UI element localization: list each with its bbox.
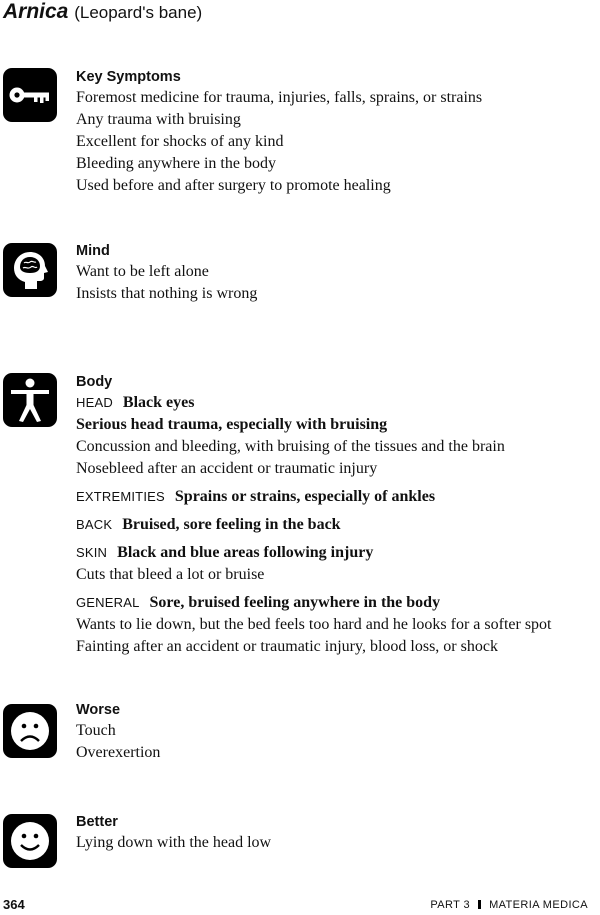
subsection-label: BACK xyxy=(76,517,113,532)
body-group-general xyxy=(76,592,600,614)
body-section xyxy=(76,372,600,658)
subsection-label: GENERAL xyxy=(76,595,140,610)
key-symptoms-section xyxy=(76,67,600,197)
subsection-lead: Black eyes xyxy=(122,394,195,411)
list-item: Overexertion xyxy=(76,744,161,761)
subsection-lead: Sore, bruised feeling anywhere in the body xyxy=(149,594,441,611)
better-heading: Better xyxy=(76,814,118,830)
worse-heading: Worse xyxy=(76,702,121,718)
list-item: Excellent for shocks of any kind xyxy=(76,133,284,150)
key-symptoms-heading: Key Symptoms xyxy=(76,69,181,85)
worse-section xyxy=(76,700,600,764)
body-group-extremities xyxy=(76,486,600,508)
subsection-label: EXTREMITIES xyxy=(76,489,165,504)
list-item: Fainting after an accident or traumatic injury, blood loss, or shock xyxy=(76,638,498,655)
head-brain-icon xyxy=(3,243,57,297)
subsection-label: HEAD xyxy=(76,395,113,410)
remedy-name: Arnica xyxy=(3,0,69,23)
list-item: Concussion and bleeding, with bruising of the tissues and the brain xyxy=(76,438,505,455)
page-number: 364 xyxy=(3,897,25,912)
better-section xyxy=(76,812,600,854)
subsection-lead: Sprains or strains, especially of ankles xyxy=(174,488,436,505)
page-title xyxy=(3,0,202,26)
subsection-lead: Bruised, sore feeling in the back xyxy=(122,516,341,533)
running-footer xyxy=(430,899,588,911)
list-item: Touch xyxy=(76,722,116,739)
list-item: Any trauma with bruising xyxy=(76,111,241,128)
list-item: Serious head trauma, especially with bruising xyxy=(76,416,388,433)
key-icon xyxy=(3,68,57,122)
sad-face-icon xyxy=(3,704,57,758)
footer-section: MATERIA MEDICA xyxy=(489,899,588,911)
remedy-common-name: (Leopard's bane) xyxy=(74,3,203,22)
body-group-skin xyxy=(76,542,600,564)
subsection-label: SKIN xyxy=(76,545,108,560)
list-item: Foremost medicine for trauma, injuries, falls, sprains, or strains xyxy=(76,89,483,106)
mind-heading: Mind xyxy=(76,243,110,259)
subsection-lead: Black and blue areas following injury xyxy=(117,544,374,561)
body-heading: Body xyxy=(76,374,113,390)
list-item: Want to be left alone xyxy=(76,263,209,280)
mind-section xyxy=(76,241,600,305)
human-figure-icon xyxy=(3,373,57,427)
list-item: Cuts that bleed a lot or bruise xyxy=(76,566,265,583)
divider xyxy=(478,900,481,909)
list-item: Lying down with the head low xyxy=(76,834,272,851)
footer-part: PART 3 xyxy=(430,899,471,911)
smiley-face-icon xyxy=(3,814,57,868)
list-item: Used before and after surgery to promote healing xyxy=(76,177,391,194)
list-item: Insists that nothing is wrong xyxy=(76,285,258,302)
list-item: Bleeding anywhere in the body xyxy=(76,155,276,172)
body-group-back xyxy=(76,514,600,536)
list-item: Wants to lie down, but the bed feels too hard and he looks for a softer spot xyxy=(76,616,552,633)
list-item: Nosebleed after an accident or traumatic injury xyxy=(76,460,378,477)
body-group-head xyxy=(76,392,600,414)
